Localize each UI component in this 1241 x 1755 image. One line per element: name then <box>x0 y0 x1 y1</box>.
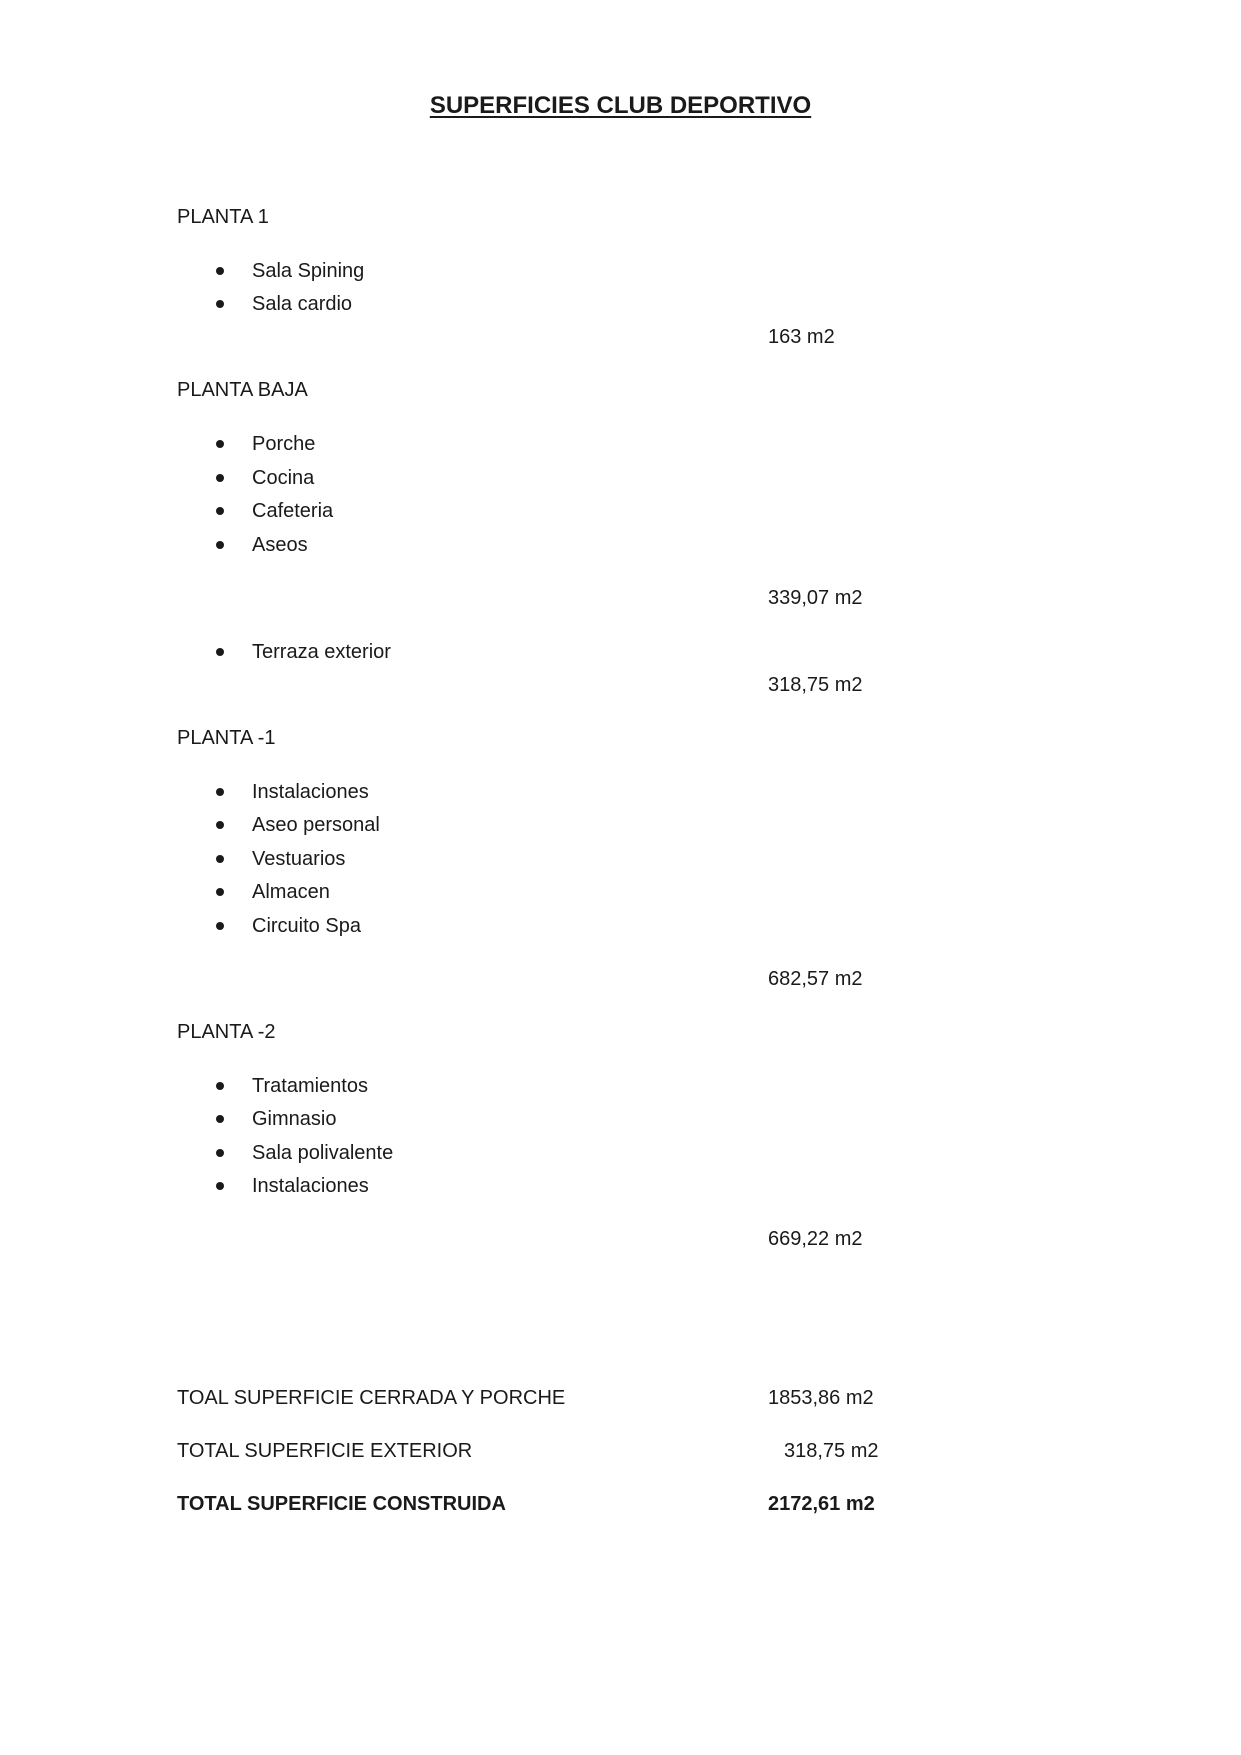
section-heading-planta-baja: PLANTA BAJA <box>177 379 308 401</box>
total-label-cerrada-porche: TOAL SUPERFICIE CERRADA Y PORCHE <box>177 1387 566 1409</box>
total-value-exterior: 318,75 m2 <box>784 1440 879 1462</box>
section-heading-planta-menos-2: PLANTA -2 <box>177 1021 276 1043</box>
section-heading-planta-1: PLANTA 1 <box>177 206 269 228</box>
bullet-icon <box>216 1082 224 1090</box>
area-value: 339,07 m2 <box>768 587 863 609</box>
total-label-construida: TOTAL SUPERFICIE CONSTRUIDA <box>177 1493 506 1515</box>
bullet-icon <box>216 648 224 656</box>
bullet-icon <box>216 440 224 448</box>
document-title: SUPERFICIES CLUB DEPORTIVO <box>429 92 812 119</box>
section-heading-planta-menos-1: PLANTA -1 <box>177 727 276 749</box>
bullet-icon <box>216 788 224 796</box>
bullet-icon <box>216 267 224 275</box>
bullet-icon <box>216 855 224 863</box>
bullet-icon <box>216 922 224 930</box>
bullet-icon <box>216 474 224 482</box>
bullet-icon <box>216 541 224 549</box>
document-page: SUPERFICIES CLUB DEPORTIVO PLANTA 1 Sala Spining Sala cardio 163 m2 PLANTA BAJA Porche Cocina Cafeteria Aseos 339,07 m2 Terraza exterior 318,75 m2 PLANTA -1 Instalaciones Aseo personal Vestuarios Almacen Circuito Spa 682,57 m2 PLANTA -2 Tratamientos Gimnasio Sala polivalente Instalaciones 669,22 m2 TOAL SUPERFICIE CERRADA Y PORCHE 1853,86 m2 TOTAL SUPERFICIE EXTERIOR 318,75 m2 TOTAL SUPERFICIE CONSTRUIDA 2172,61 m2 <box>0 0 1241 1755</box>
total-value-cerrada-porche: 1853,86 m2 <box>768 1387 874 1409</box>
area-value: 669,22 m2 <box>768 1228 863 1250</box>
bullet-icon <box>216 1149 224 1157</box>
bullet-icon <box>216 1182 224 1190</box>
bullet-icon <box>216 507 224 515</box>
bullet-icon <box>216 821 224 829</box>
total-value-construida: 2172,61 m2 <box>768 1493 875 1515</box>
bullet-icon <box>216 300 224 308</box>
bullet-icon <box>216 1115 224 1123</box>
area-value: 163 m2 <box>768 326 835 348</box>
total-label-exterior: TOTAL SUPERFICIE EXTERIOR <box>177 1440 473 1462</box>
area-value: 682,57 m2 <box>768 968 863 990</box>
bullet-icon <box>216 888 224 896</box>
area-value: 318,75 m2 <box>768 674 863 696</box>
